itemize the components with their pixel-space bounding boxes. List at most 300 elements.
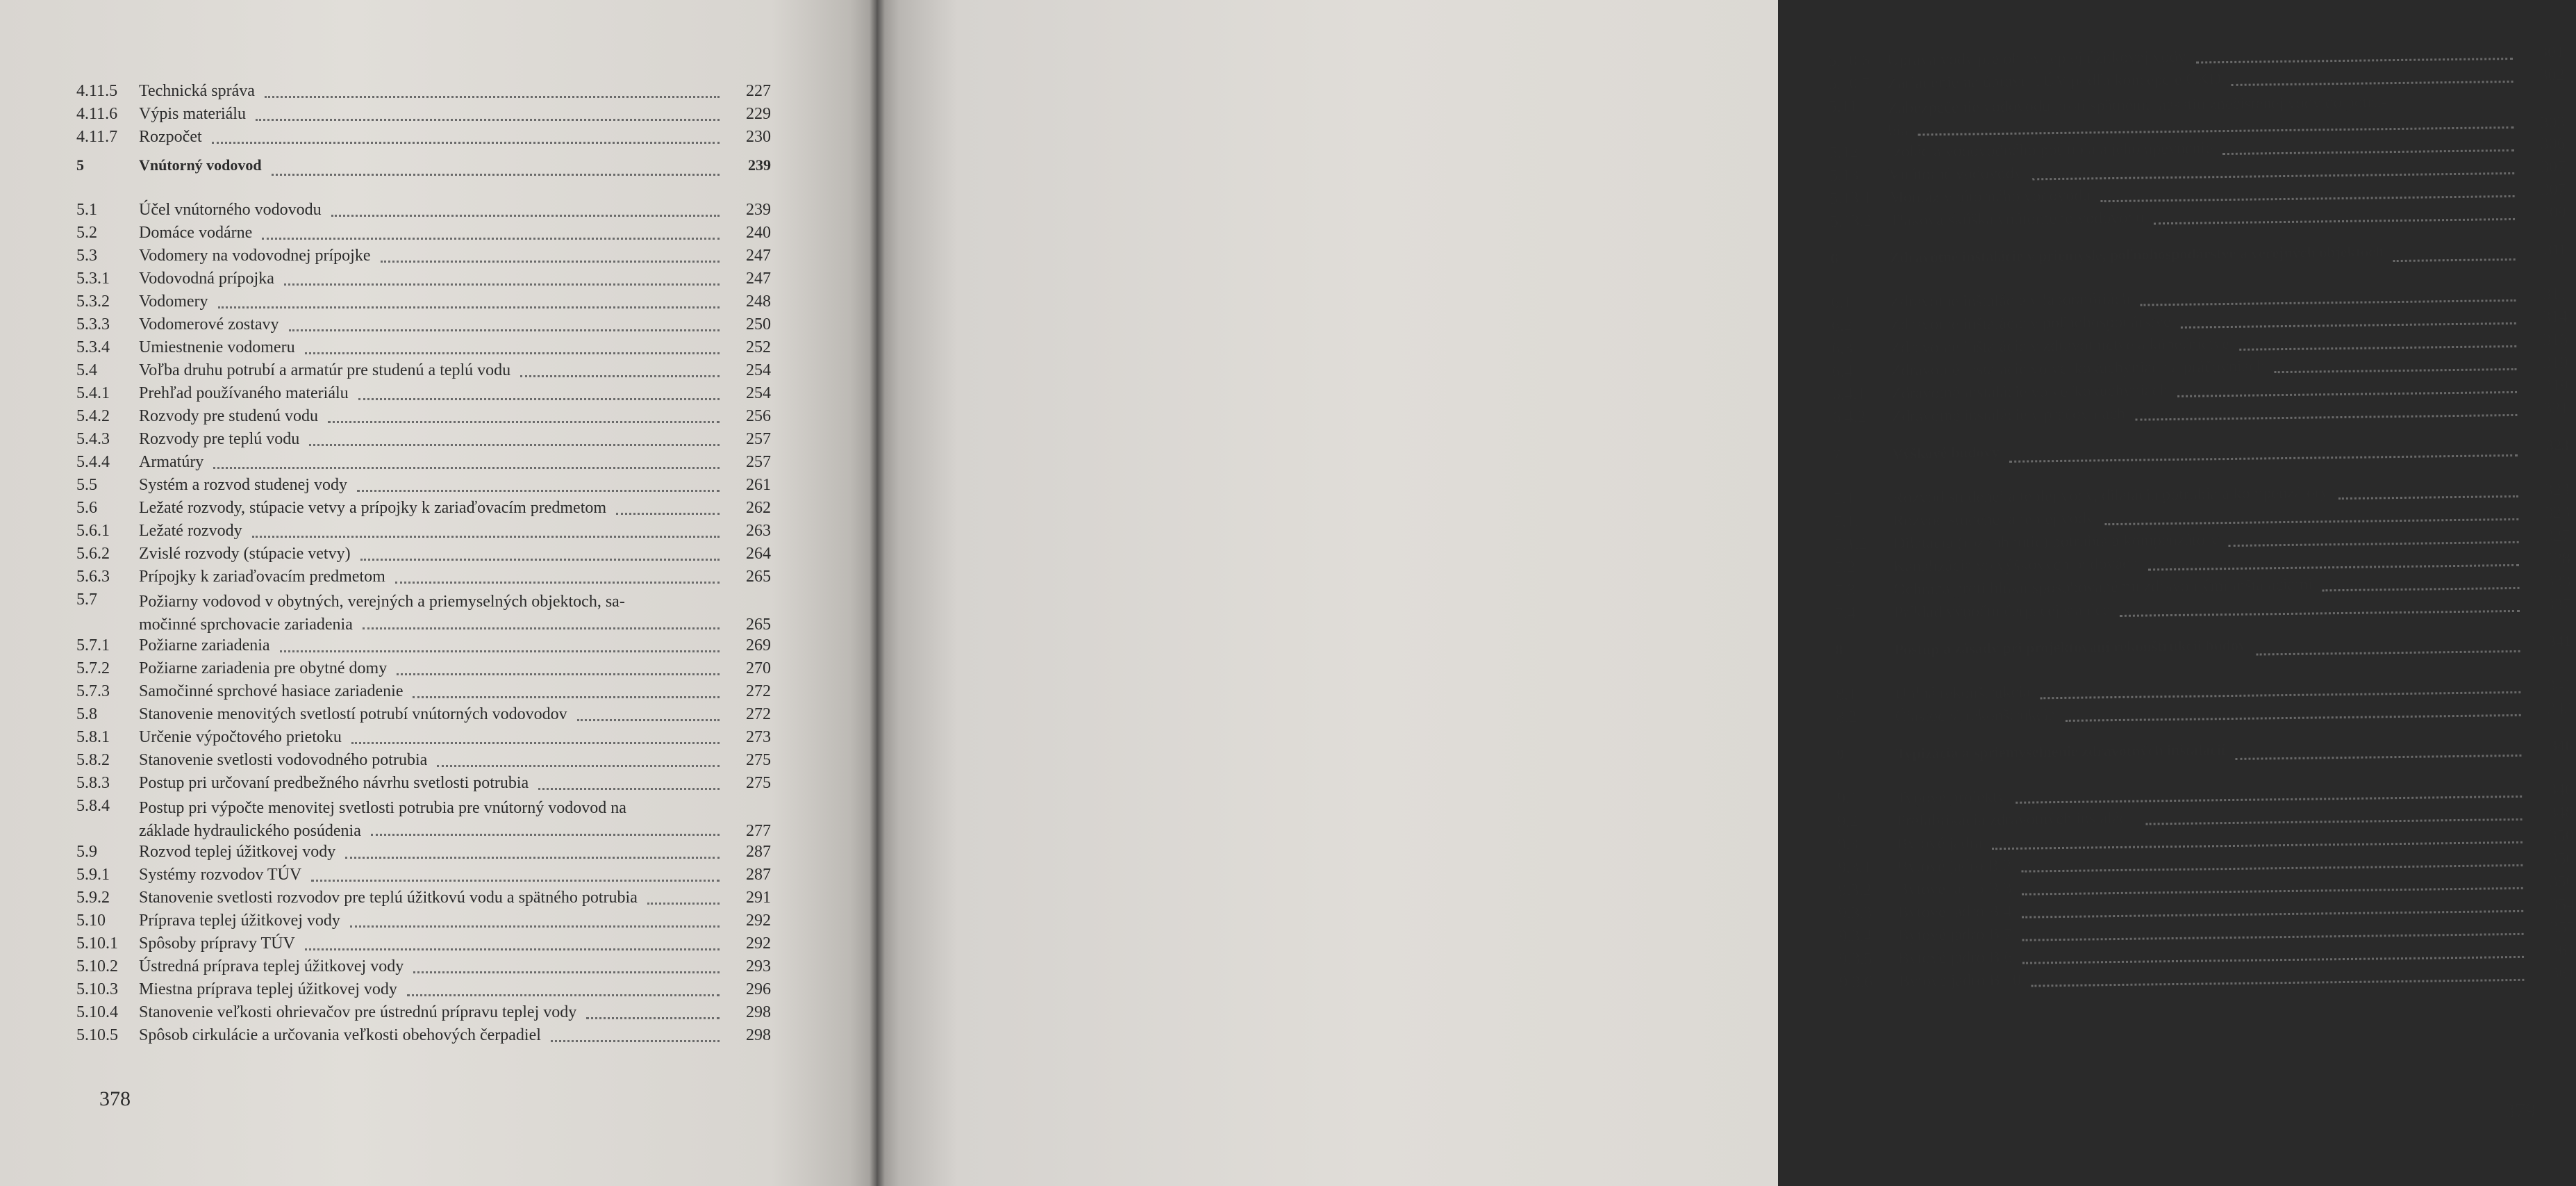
toc-entry-page: 240 [746, 224, 771, 242]
toc-entry-page: 316 [2542, 331, 2568, 349]
book-gutter [870, 0, 885, 1186]
toc-entry-number: 5.13.1 [1829, 189, 1872, 208]
toc-entry-title: Vodovodná prípojka [139, 270, 274, 288]
toc-entry-page: 247 [746, 270, 771, 288]
toc-entry-number: 9.3.3 [1838, 904, 1872, 923]
toc-entry-number: 5.7.3 [76, 682, 110, 700]
dot-leader [381, 261, 720, 263]
dot-leader [2066, 714, 2521, 722]
toc-entry [76, 568, 771, 591]
toc-entry-title-continued: základe hydraulického posúdenia [139, 822, 361, 840]
toc-entry-title: Samočinné sprchové hasiace zariadenie [139, 682, 404, 700]
toc-entry-number: 6.3 [1831, 339, 1853, 358]
toc-entry [76, 705, 771, 728]
toc-entry [76, 270, 771, 293]
toc-entry-number: 9.1 [1836, 789, 1859, 808]
toc-entry [76, 476, 771, 499]
toc-entry-title: Bytové jadro B 2 [1897, 856, 2012, 876]
toc-entry-number: 8.1 [1836, 685, 1857, 704]
toc-entry-title-continued: močinné sprchovacie zariadenia [139, 616, 353, 634]
left-page [0, 0, 876, 1186]
toc-entry-title: Rozvod studenej a teplej vody [1893, 509, 2095, 530]
dot-leader [305, 948, 720, 950]
dot-leader [256, 119, 720, 121]
dot-leader [284, 283, 720, 286]
dot-leader [616, 513, 720, 515]
toc-entry [76, 866, 771, 889]
toc-entry-title: Ležaté rozvody, stúpacie vetvy a prípojky k zariaďovacím predmetom [139, 499, 607, 517]
toc-entry-number: 9 [1836, 745, 1845, 763]
toc-entry-page: 346 [2550, 736, 2573, 755]
toc-entry-page: 319 [2543, 377, 2569, 395]
toc-entry-page: 311 [2544, 240, 2567, 258]
dot-leader [309, 444, 720, 446]
toc-entry-number: 5.10.7 [1828, 74, 1870, 93]
toc-entry-page: 337 [2545, 595, 2571, 614]
toc-entry-title: Stanovenie veľkosti ohrievačov pre ústrednú prípravu teplej vody [139, 1003, 577, 1021]
toc-entry-number: 6.4 [1831, 362, 1853, 381]
toc-entry-title: Rozvod teplej úžitkovej vody [139, 843, 336, 861]
dot-leader [357, 490, 720, 492]
toc-entry-title: Umiestnenie vodomeru [139, 338, 295, 356]
dot-leader [351, 742, 720, 744]
toc-entry-number: 5.9.2 [76, 889, 110, 907]
toc-entry-title: Rozvody pre studenú vodu [139, 407, 318, 425]
toc-entry [76, 659, 771, 682]
toc-entry-title: Prípojky k zariaďovacím predmetom [139, 568, 385, 586]
toc-entry-title-continued: bia [1888, 122, 1909, 140]
toc-entry-page: 273 [746, 728, 771, 746]
toc-entry-title: Vnútorné vodovody [1888, 164, 2022, 184]
toc-entry-title: Ochrana proti hluku spôsobovanému zdravotnými inštaláciami [1893, 575, 2313, 599]
toc-entry [76, 82, 771, 105]
dot-leader [2021, 864, 2523, 873]
toc-entry-title: Bytové jadro B 4 [1897, 902, 2012, 922]
toc-entry-number: 5.5 [76, 476, 97, 494]
toc-entry-number: 5.4 [76, 361, 97, 379]
toc-entry-page: 321 [2543, 400, 2569, 418]
toc-entry [76, 889, 771, 912]
toc-entry-page: 341 [2548, 632, 2572, 650]
toc-chapter-entry [1835, 632, 2571, 670]
toc-entry-number: 6.4.2 [1832, 408, 1866, 427]
toc-entry-title: Ústredná príprava teplej úžitkovej vody [139, 957, 404, 975]
toc-entry-page: 263 [746, 522, 771, 540]
toc-entry-number: 9.3.5 [1838, 950, 1873, 969]
toc-entry [76, 1026, 771, 1049]
toc-entry-number: 5.8.4 [76, 797, 110, 815]
dot-leader [2022, 956, 2524, 964]
toc-entry-page: 323 [2544, 481, 2570, 500]
toc-entry-number: 5.3.3 [76, 315, 110, 333]
dot-leader [280, 650, 720, 652]
toc-entry-page: 355 [2550, 918, 2575, 937]
dot-leader [2032, 172, 2514, 180]
toc-entry-page: 307 [2541, 181, 2566, 199]
toc-entry-title: Zabezpečenie vodovodu proti spätnému nasatiu znečistenej vody do potru- [1887, 93, 2387, 117]
dot-leader [350, 925, 720, 928]
toc-entry-title: Zdravotné inštalácie v poľnohospodárstve [1890, 313, 2171, 334]
toc-entry-number: 5.2 [76, 224, 97, 242]
toc-entry-title: Postup pri určovaní predbežného návrhu svetlosti potrubia [139, 774, 529, 792]
toc-entry-page: 272 [746, 682, 771, 700]
toc-entry-page: 275 [746, 774, 771, 792]
dot-leader [371, 834, 720, 836]
toc-entry-number: 7.3 [1834, 581, 1856, 600]
toc-entry-number: 4.11.5 [76, 82, 118, 100]
toc-entry-title: Stanovenie svetlosti vodovodného potrubia [139, 751, 428, 769]
toc-entry-page: 239 [746, 201, 771, 219]
toc-entry-number: 5.3.2 [76, 293, 110, 311]
toc-entry-page: 323 [2545, 504, 2570, 522]
toc-entry-title: Rozvod studenej a teplej vody, dilatácia potrubia a kompenzátory [1892, 484, 2329, 507]
toc-entry-number: 5.8.1 [76, 728, 110, 746]
toc-entry-page: 328 [2545, 549, 2571, 568]
toc-entry-page: 354 [2549, 895, 2575, 914]
toc-entry-title: Zdravotné inštalácie v priemysle, poľnohospodárstve a verejných objektoch [1889, 242, 2384, 266]
toc-entry-page: 265 [746, 616, 771, 634]
toc-entry-number: 5.10.5 [76, 1026, 118, 1044]
dot-leader [2148, 564, 2519, 571]
toc-entry-page: 346 [2548, 780, 2574, 800]
toc-entry-number: 5.6.2 [76, 545, 110, 563]
toc-entry-number: 9.3.4 [1838, 927, 1872, 946]
toc-entry-number: 4.11.6 [76, 105, 118, 123]
toc-entry [76, 384, 771, 407]
toc-entry-title: Zdravotné inštalácie vo veľkokuchyniach a práčovniach [1891, 357, 2265, 380]
toc-entry-number: 9.2 [1837, 812, 1859, 831]
toc-chapter-entry [76, 156, 771, 186]
toc-entry-number: 5.13 [1829, 166, 1859, 185]
toc-entry-page: 230 [746, 128, 771, 146]
toc-entry-page: 254 [746, 361, 771, 379]
toc-entry [1829, 89, 2566, 144]
toc-entry [76, 636, 771, 659]
toc-entry-number: 7.4 [1834, 604, 1856, 623]
dot-leader [2022, 933, 2523, 941]
toc-entry-page: 257 [746, 453, 771, 471]
toc-entry-title: Voľba druhu potrubí a armatúr pre studenú a teplú vodu [139, 361, 511, 379]
toc-entry-page: 248 [746, 293, 771, 311]
dot-leader [358, 398, 720, 400]
toc-entry [76, 315, 771, 338]
toc-entry-page: 262 [746, 499, 771, 517]
toc-entry-title: Bytové jadro B 3 [1897, 879, 2012, 899]
toc-entry-number: 5.3.1 [76, 270, 110, 288]
dot-leader [538, 788, 720, 790]
toc-entry-title: Účel vnútorného vodovodu [139, 201, 322, 219]
toc-entry-title: Ležaté rozvody [139, 522, 242, 540]
toc-entry-number: 5.6 [76, 499, 97, 517]
toc-entry-title: Dilatácia (roztiahnutie) potrubia a kompenzátory [1893, 531, 2219, 553]
toc-entry-title: Určenie výpočtového prietoku [139, 728, 342, 746]
toc-entry-title: Prehľad používaného materiálu [139, 384, 349, 402]
toc-entry-number: 5.8 [76, 705, 97, 723]
toc-entry-page: 323 [2545, 436, 2570, 454]
toc-entry-number: 5.10.4 [76, 1003, 118, 1021]
toc-entry [76, 453, 771, 476]
toc-entry [76, 934, 771, 957]
dot-leader [272, 174, 720, 176]
dot-leader [647, 903, 720, 905]
toc-entry [76, 105, 771, 128]
toc-entry-page: 348 [2548, 803, 2574, 823]
toc-entry-title: Vodomery na vodovodnej prípojke [139, 247, 371, 265]
toc-entry-page: 229 [746, 105, 771, 123]
toc-entry-title: Stanovenie svetlosti rozvodov pre teplú úžitkovú vodu a spätného potrubia [139, 889, 638, 907]
toc-entry-number: 7 [1832, 445, 1841, 463]
toc-entry-page: 264 [746, 545, 771, 563]
toc-entry-number: 5.8.2 [76, 751, 110, 769]
toc-entry-number: 8 [1835, 641, 1843, 659]
toc-entry-title: Rozvody pre teplú vodu [139, 430, 300, 448]
toc-entry [76, 682, 771, 705]
toc-entry-number: 5.9.1 [76, 866, 110, 884]
toc-entry [76, 774, 771, 797]
toc-entry-page: 303 [2540, 114, 2566, 133]
toc-entry-number: 5.4.2 [76, 407, 110, 425]
toc-entry-title: Požiarne zariadenia [139, 636, 270, 654]
toc-entry-number: 5.6.1 [76, 522, 110, 540]
dot-leader [2222, 149, 2514, 155]
toc-entry-number: 5.4.3 [76, 430, 110, 448]
toc-entry-page: 314 [2542, 308, 2568, 327]
toc-entry-title: Postup pri výpočte menovitej svetlosti potrubia pre vnútorný vodovod na [139, 799, 626, 817]
dot-leader [265, 96, 720, 98]
dot-leader [413, 696, 720, 698]
dot-leader [577, 719, 720, 721]
toc-entry-title: Čiastočná rekonštrukcia [1895, 706, 2056, 726]
toc-chapter-entry [1830, 240, 2566, 279]
toc-entry-title: Postup a zásady pri projektovaní rekonštrukcií budov [1894, 636, 2247, 658]
toc-entry [76, 522, 771, 545]
toc-entry-title: Vodomerové zostavy [139, 315, 279, 333]
dot-leader [2235, 754, 2521, 759]
toc-entry-title: Typizácia a spriemyselnenie zdravotných inštalácií [1895, 741, 2226, 762]
dot-leader [305, 352, 720, 354]
toc-entry-page: 272 [746, 705, 771, 723]
dot-leader [2154, 218, 2515, 224]
toc-chapter-entry [1833, 436, 2569, 475]
dot-leader [413, 971, 720, 973]
toc-entry-page: 287 [746, 843, 771, 861]
toc-entry [76, 338, 771, 361]
toc-entry-title: Vnútorný vodovod [139, 156, 262, 174]
dot-leader [2022, 910, 2523, 919]
toc-entry-page: 254 [746, 384, 771, 402]
toc-entry-page: 277 [746, 822, 771, 840]
toc-entry-number: 5.8.3 [76, 774, 110, 792]
toc-entry-title: Zdravotné inštalácie vo veľkokuchyniach [1891, 381, 2168, 403]
toc-entry-number: 5.3 [76, 247, 97, 265]
toc-entry [76, 957, 771, 980]
dot-leader [437, 765, 720, 767]
toc-entry-title: Požiarny vodovod v obytných, verejných a priemyselných objektoch, sa- [139, 593, 625, 611]
toc-entry-page: 333 [2545, 572, 2571, 591]
dot-leader [345, 857, 720, 859]
toc-entry-page: 343 [2547, 699, 2573, 718]
toc-entry-title: Armatúry [139, 453, 204, 471]
toc-entry-page: 341 [2547, 676, 2573, 695]
dot-leader [2100, 195, 2514, 202]
toc-entry-number: 9.3.2 [1838, 881, 1872, 900]
toc-entry-title: Zdravotné inštalácie v laboratóriách [1890, 290, 2131, 311]
toc-entry-number: 5.7 [76, 591, 97, 609]
dot-leader [262, 238, 720, 240]
toc-entry-number: 5.10.6 [1828, 51, 1870, 70]
toc-entry-number: 5.10.3 [76, 980, 118, 998]
dot-leader [360, 559, 720, 561]
toc-entry [76, 201, 771, 224]
dot-leader [2016, 796, 2522, 804]
toc-entry-number: 5.4.4 [76, 453, 110, 471]
toc-entry-page: 270 [746, 659, 771, 677]
dot-leader [331, 215, 720, 217]
toc-entry [76, 247, 771, 270]
toc-entry [76, 912, 771, 934]
toc-entry-page: 350 [2549, 849, 2575, 868]
dot-leader [363, 627, 720, 629]
toc-entry-number: 5.7.1 [76, 636, 110, 654]
toc-entry-title: Systémy rozvodov TÚV [139, 866, 302, 884]
toc-entry-page: 296 [746, 980, 771, 998]
toc-entry-title: Montáž vnútorného vodovodu [1888, 186, 2091, 207]
toc-entry-title: Typové projekty [1895, 787, 2006, 807]
dot-leader [2239, 345, 2516, 351]
toc-entry-page: 227 [746, 82, 771, 100]
dot-leader [2229, 541, 2519, 547]
toc-entry-title: Požiarne zariadenia pre obytné domy [139, 659, 388, 677]
toc-entry-number: 5.10.1 [76, 934, 118, 953]
toc-entry-title: Bytové jadro B 6 [1897, 948, 2013, 968]
toc-entry-number: 5.12 [1829, 143, 1859, 162]
toc-entry-title: Kanalizácia vo výškových budovách [1893, 554, 2138, 576]
toc-entry-number: 9.3 [1837, 835, 1859, 854]
toc-chapter-entry [1836, 736, 2573, 775]
toc-entry-page: 257 [746, 430, 771, 448]
dot-leader [397, 673, 720, 675]
toc-entry-title: Zvislé rozvody (stúpacie vetvy) [139, 545, 351, 563]
toc-entry-page: 309 [2541, 204, 2567, 222]
dot-leader [2275, 368, 2517, 373]
toc-entry-page: 311 [2543, 285, 2568, 304]
toc-entry-title: Stanovenie menovitých svetlostí potrubí vnútorných vodovodov [139, 705, 567, 723]
toc-entry-number: 6 [1830, 249, 1838, 267]
dot-leader [2140, 299, 2516, 306]
dot-leader [289, 329, 720, 331]
dot-leader [2338, 495, 2518, 500]
toc-entry-title: Prefabrikácia zdravotných inštalácií [1896, 809, 2136, 830]
toc-entry-number: 7.1 [1833, 489, 1855, 508]
toc-entry [76, 980, 771, 1003]
toc-entry-page: 287 [746, 866, 771, 884]
toc-entry-title: Vodomery [139, 293, 208, 311]
toc-entry-title: Miestna príprava teplej úžitkovej vody [139, 980, 397, 998]
toc-entry-page: 292 [746, 934, 771, 953]
dot-leader [252, 536, 720, 538]
toc-entry-title: Rozpočet [139, 128, 202, 146]
toc-entry-title: Spôsob cirkulácie a určovania veľkosti obehových čerpadiel [139, 1026, 541, 1044]
toc-entry-title: Systém a rozvod studenej vody [139, 476, 347, 494]
toc-entry-number: 7.1.1 [1834, 512, 1868, 531]
dot-leader [551, 1040, 720, 1042]
page-number-right: 379 [2504, 1099, 2536, 1122]
toc-entry [76, 407, 771, 430]
toc-list-left [76, 82, 771, 1049]
toc-entry [76, 751, 771, 774]
toc-entry-number: 8.2 [1836, 708, 1857, 727]
toc-entry-number: 6.2 [1831, 316, 1852, 335]
toc-entry-title: Výškové budovy [1891, 443, 2000, 462]
page-number-left: 378 [99, 1087, 131, 1110]
dot-leader [213, 467, 720, 469]
toc-entry-page: 301 [2538, 43, 2565, 62]
dot-leader [2231, 81, 2513, 86]
toc-entry-page: 269 [746, 636, 771, 654]
toc-entry-page: 256 [746, 407, 771, 425]
toc-entry-number: 5.1 [76, 201, 97, 219]
toc-entry-page: 350 [2549, 872, 2575, 891]
toc-entry [76, 293, 771, 315]
toc-entry [76, 728, 771, 751]
toc-entry-title: Bytové jadrá [1896, 834, 1983, 853]
toc-entry [76, 797, 771, 843]
toc-entry [76, 591, 771, 636]
dot-leader [311, 880, 720, 882]
toc-entry-title: Bytové jadro B 10 [1898, 971, 2022, 991]
toc-entry-title: Domáce vodárne [139, 224, 253, 242]
dot-leader [2120, 610, 2520, 617]
toc-entry-page: 292 [746, 912, 771, 930]
dot-leader [2322, 587, 2520, 591]
toc-entry-number: 6.4.1 [1831, 385, 1866, 404]
dot-leader [2177, 391, 2517, 397]
dot-leader [2196, 58, 2513, 64]
toc-entry-page: 247 [746, 247, 771, 265]
toc-entry-title: Tlaková skúška vnútorného vodovodu [1888, 208, 2145, 230]
toc-entry-number: 6.1 [1831, 293, 1852, 312]
toc-entry-number: 5.11 [1828, 97, 1858, 116]
toc-entry-page: 252 [746, 338, 771, 356]
toc-entry [76, 224, 771, 247]
dot-leader [2031, 979, 2524, 987]
toc-entry-number: 5.10 [76, 912, 106, 930]
dot-leader [1918, 126, 2514, 135]
dot-leader [407, 994, 720, 996]
toc-entry-page: 361 [2550, 964, 2576, 983]
dot-leader [2041, 691, 2521, 699]
toc-entry-page: 239 [748, 156, 771, 174]
dot-leader [212, 142, 720, 144]
toc-entry-page: 327 [2545, 526, 2570, 545]
toc-entry-page: 265 [746, 568, 771, 586]
toc-entry-page: 307 [2540, 158, 2566, 176]
toc-entry-number: 5.10.2 [76, 957, 118, 975]
toc-entry-number: 5 [76, 156, 84, 174]
dot-leader [2256, 650, 2520, 655]
toc-entry-number: 5.7.2 [76, 659, 110, 677]
dot-leader [2021, 887, 2523, 896]
toc-entry-number: 7.2 [1834, 558, 1856, 577]
toc-entry-page: 319 [2543, 354, 2568, 372]
toc-entry-page: 293 [746, 957, 771, 975]
toc-entry-number: 5.4.1 [76, 384, 110, 402]
toc-entry-title: Príprava teplej úžitkovej vody [139, 912, 340, 930]
toc-entry-title: Úprava vody pre ohrev teplej úžitkovej vody [1886, 47, 2186, 69]
toc-entry-title: Príklad výpočtu čerpacej stanice [1893, 601, 2111, 622]
toc-entry-page: 275 [746, 751, 771, 769]
toc-entry-number: 5.9 [76, 843, 97, 861]
